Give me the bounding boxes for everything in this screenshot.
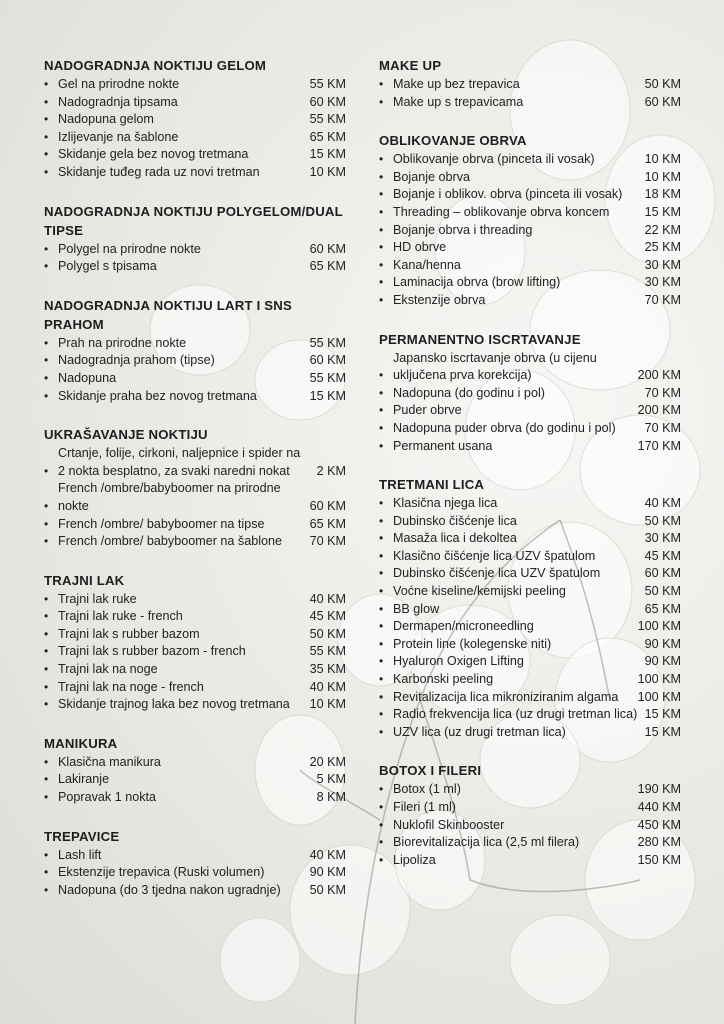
service-price: 50 KM	[309, 882, 346, 897]
service-price: 22 KM	[644, 222, 681, 237]
price-list-item	[379, 239, 681, 257]
section-ukrasavanje-noktiju	[44, 425, 346, 551]
bullet-icon: •	[379, 496, 384, 511]
price-list-item	[44, 789, 346, 807]
service-price: 50 KM	[309, 626, 346, 641]
service-price: 150 KM	[637, 852, 681, 867]
service-name: Trajni lak s rubber bazom - french	[58, 644, 246, 659]
section-nadogradnja-noktiju-gelom	[44, 56, 346, 182]
service-name: Nadogradnja prahom (tipse)	[58, 353, 215, 368]
section-trepavice	[44, 827, 346, 900]
service-price: 90 KM	[644, 636, 681, 651]
bullet-icon: •	[44, 609, 49, 624]
bullet-icon: •	[379, 654, 384, 669]
bullet-icon: •	[379, 513, 384, 528]
price-list-item	[379, 76, 681, 94]
price-list-item	[44, 164, 346, 182]
service-name: UZV lica (uz drugi tretman lica)	[393, 724, 566, 739]
price-list-item	[44, 696, 346, 714]
price-list-item	[44, 679, 346, 697]
price-list-item	[379, 583, 681, 601]
service-name: Nadogradnja tipsama	[58, 94, 178, 109]
bullet-icon: •	[379, 800, 384, 814]
service-price: 55 KM	[309, 112, 346, 127]
service-price: 70 KM	[644, 385, 681, 400]
bullet-icon: •	[44, 591, 49, 606]
section-title: MANIKURA	[44, 735, 118, 751]
bullet-icon: •	[379, 292, 384, 307]
bullet-icon: •	[379, 636, 384, 651]
price-list-item	[379, 257, 681, 275]
section-title: TREPAVICE	[44, 828, 120, 844]
service-name: Gel na prirodne nokte	[58, 77, 180, 91]
bullet-icon: •	[379, 601, 384, 616]
bullet-icon: •	[44, 498, 49, 513]
service-name: Lakiranje	[58, 772, 110, 787]
price-list-item	[44, 754, 346, 772]
service-price: 70 KM	[309, 534, 346, 549]
service-name: Trajni lak na noge - french	[58, 679, 204, 694]
bullet-icon: •	[44, 112, 49, 127]
price-list-item	[44, 626, 346, 644]
price-list-item	[44, 388, 346, 406]
bullet-icon: •	[379, 689, 384, 704]
service-name: HD obrve	[393, 240, 447, 255]
bullet-icon: •	[379, 403, 384, 418]
service-price: 100 KM	[637, 689, 681, 704]
bullet-icon: •	[44, 754, 49, 769]
price-list-item	[44, 445, 346, 480]
section-botox-i-fileri	[379, 761, 681, 869]
price-list-item	[44, 847, 346, 865]
service-price: 15 KM	[644, 707, 681, 722]
bullet-icon: •	[379, 169, 384, 184]
bullet-icon: •	[379, 438, 384, 453]
service-name: Skidanje gela bez novog tretmana	[58, 147, 249, 162]
service-name: Puder obrve	[393, 403, 462, 418]
bullet-icon: •	[44, 370, 49, 385]
service-price: 40 KM	[309, 847, 346, 862]
service-price: 60 KM	[309, 94, 346, 109]
service-name: Izlijevanje na šablone	[58, 129, 179, 144]
service-price: 55 KM	[309, 370, 346, 385]
bullet-icon: •	[44, 882, 49, 897]
price-list-item	[379, 671, 681, 689]
price-list-item	[379, 420, 681, 438]
service-name: Dubinsko čišćenje lica	[393, 513, 517, 528]
bullet-icon: •	[44, 865, 49, 880]
service-price: 55 KM	[309, 644, 346, 659]
service-name: Bojanje obrva i threading	[393, 222, 533, 237]
bullet-icon: •	[44, 516, 49, 531]
price-list-item	[379, 169, 681, 187]
section-title: UKRAŠAVANJE NOKTIJU	[44, 427, 208, 443]
service-price: 2 KM	[316, 463, 346, 478]
price-list-item	[379, 402, 681, 420]
service-price: 40 KM	[309, 591, 346, 606]
service-price: 30 KM	[644, 275, 681, 290]
bullet-icon: •	[379, 835, 384, 850]
service-name: Polygel na prirodne nokte	[58, 241, 201, 256]
service-name: Bojanje obrva	[393, 169, 471, 184]
bullet-icon: •	[44, 772, 49, 787]
service-name: Laminacija obrva (brow lifting)	[393, 275, 561, 290]
price-list-item	[379, 204, 681, 222]
bullet-icon: •	[44, 626, 49, 641]
service-name: Nuklofil Skinbooster	[393, 817, 505, 832]
price-list-item	[379, 852, 681, 870]
service-name: French /ombre/babyboomer na prirodne nokte	[58, 481, 281, 513]
price-list-item	[44, 370, 346, 388]
service-name: Nadopuna (do 3 tjedna nakon ugradnje)	[58, 882, 281, 897]
bullet-icon: •	[44, 463, 49, 478]
bullet-icon: •	[379, 240, 384, 255]
bullet-icon: •	[379, 94, 384, 109]
price-list-item	[379, 565, 681, 583]
service-name: French /ombre/ babyboomer na tipse	[58, 516, 265, 531]
bullet-icon: •	[379, 222, 384, 237]
service-price: 15 KM	[644, 724, 681, 739]
service-name: Masaža lica i dekoltea	[393, 531, 517, 546]
service-name: Nadopuna puder obrva (do godinu i pol)	[393, 420, 616, 435]
service-price: 60 KM	[309, 498, 346, 513]
service-name: Prah na prirodne nokte	[58, 335, 187, 350]
bullet-icon: •	[379, 782, 384, 797]
price-list-item	[379, 530, 681, 548]
service-price: 65 KM	[309, 259, 346, 274]
service-price: 100 KM	[637, 672, 681, 687]
service-price: 60 KM	[644, 566, 681, 581]
price-list-item	[44, 129, 346, 147]
service-price: 200 KM	[637, 403, 681, 418]
price-list-item	[379, 618, 681, 636]
service-price: 15 KM	[309, 147, 346, 162]
bullet-icon: •	[379, 548, 384, 563]
price-list-item	[44, 146, 346, 164]
price-list-item	[44, 643, 346, 661]
service-name: Make up s trepavicama	[393, 94, 524, 109]
section-title: OBLIKOVANJE OBRVA	[379, 133, 527, 149]
bullet-icon: •	[379, 852, 384, 867]
section-title: NADOGRADNJA NOKTIJU GELOM	[44, 58, 267, 73]
service-name: Permanent usana	[393, 438, 493, 453]
service-name: Popravak 1 nokta	[58, 790, 157, 805]
bullet-icon: •	[379, 707, 384, 722]
bullet-icon: •	[44, 679, 49, 694]
service-name: Lash lift	[58, 847, 102, 862]
bullet-icon: •	[44, 147, 49, 162]
service-price: 50 KM	[644, 77, 681, 91]
bullet-icon: •	[379, 368, 384, 383]
price-list-item	[379, 636, 681, 654]
service-name: Revitalizacija lica mikroniziranim algama	[393, 689, 619, 704]
price-list-item	[379, 94, 681, 112]
service-price: 100 KM	[637, 619, 681, 634]
service-price: 50 KM	[644, 513, 681, 528]
service-price: 30 KM	[644, 531, 681, 546]
service-price: 10 KM	[644, 152, 681, 167]
bullet-icon: •	[44, 534, 49, 549]
price-list-item	[379, 601, 681, 619]
service-price: 70 KM	[644, 420, 681, 435]
section-permanentno-iscrtavanje	[379, 330, 681, 456]
service-price: 10 KM	[644, 169, 681, 184]
service-name: Karbonski peeling	[393, 672, 494, 687]
service-price: 40 KM	[309, 679, 346, 694]
price-list-item	[44, 258, 346, 276]
bullet-icon: •	[44, 94, 49, 109]
bullet-icon: •	[44, 697, 49, 712]
service-name: Kana/henna	[393, 257, 461, 272]
service-name: Klasična manikura	[58, 754, 161, 769]
bullet-icon: •	[44, 335, 49, 350]
price-list-item	[379, 834, 681, 852]
service-name: Biorevitalizacija lica (2,5 ml filera)	[393, 835, 580, 850]
service-price: 55 KM	[309, 335, 346, 350]
service-price: 8 KM	[316, 790, 346, 805]
service-price: 10 KM	[309, 697, 346, 712]
service-price: 190 KM	[637, 782, 681, 797]
service-name: Make up bez trepavica	[393, 77, 520, 91]
service-price: 15 KM	[644, 204, 681, 219]
bullet-icon: •	[379, 672, 384, 687]
bullet-icon: •	[44, 77, 49, 91]
price-list-item	[44, 516, 346, 534]
service-price: 5 KM	[316, 772, 346, 787]
price-list-item	[44, 241, 346, 259]
service-price: 45 KM	[309, 609, 346, 624]
bullet-icon: •	[44, 388, 49, 403]
bullet-icon: •	[379, 152, 384, 167]
service-name: Skidanje trajnog laka bez novog tretmana	[58, 697, 290, 712]
price-list-item	[44, 335, 346, 353]
price-list-item	[44, 94, 346, 112]
service-name: Polygel s tpisama	[58, 259, 157, 274]
price-list-item	[379, 548, 681, 566]
bullet-icon: •	[379, 817, 384, 832]
bullet-icon: •	[379, 531, 384, 546]
service-price: 60 KM	[309, 241, 346, 256]
service-name: Voćne kiseline/kemijski peeling	[393, 584, 566, 599]
service-price: 20 KM	[309, 754, 346, 769]
bullet-icon: •	[379, 724, 384, 739]
bullet-icon: •	[379, 204, 384, 219]
section-oblikovanje-obrva	[379, 131, 681, 309]
service-name: Bojanje i oblikov. obrva (pinceta ili vosak)	[393, 187, 623, 202]
service-name: Trajni lak ruke - french	[58, 609, 183, 624]
bullet-icon: •	[44, 241, 49, 256]
service-price: 200 KM	[637, 368, 681, 383]
price-list-item	[44, 608, 346, 626]
section-nadogradnja-noktiju-lart-i-sns-prahom	[44, 296, 346, 405]
service-name: Threading – oblikovanje obrva koncem	[393, 204, 610, 219]
bullet-icon: •	[379, 257, 384, 272]
section-title: MAKE UP	[379, 58, 442, 73]
service-name: Fileri (1 ml)	[393, 800, 456, 814]
service-name: Protein line (kolegenske niti)	[393, 636, 552, 651]
service-name: Ekstenzije obrva	[393, 292, 486, 307]
service-price: 280 KM	[637, 835, 681, 850]
price-list-item	[44, 76, 346, 94]
bullet-icon: •	[379, 385, 384, 400]
price-list-item	[379, 385, 681, 403]
service-name: Hyaluron Oxigen Lifting	[393, 654, 524, 669]
service-price: 55 KM	[309, 77, 346, 91]
bullet-icon: •	[44, 129, 49, 144]
section-title: PERMANENTNO ISCRTAVANJE	[379, 331, 581, 347]
service-price: 65 KM	[644, 601, 681, 616]
price-list-item	[44, 771, 346, 789]
service-price: 45 KM	[644, 548, 681, 563]
service-name: Nadopuna gelom	[58, 112, 154, 127]
service-name: Botox (1 ml)	[393, 782, 461, 797]
price-list-item	[379, 817, 681, 835]
section-title: BOTOX I FILERI	[379, 763, 482, 779]
service-price: 440 KM	[637, 800, 681, 814]
service-price: 65 KM	[309, 516, 346, 531]
price-list-item	[379, 689, 681, 707]
service-price: 170 KM	[637, 438, 681, 453]
section-title: TRETMANI LICA	[379, 477, 485, 493]
section-tretmani-lica	[379, 475, 681, 741]
bullet-icon: •	[379, 77, 384, 91]
service-price: 25 KM	[644, 240, 681, 255]
price-list-item	[379, 274, 681, 292]
service-name: Klasična njega lica	[393, 496, 498, 511]
service-name: BB glow	[393, 601, 440, 616]
price-list-item	[44, 591, 346, 609]
service-name: Dubinsko čišćenje lica UZV špatulom	[393, 566, 601, 581]
bullet-icon: •	[379, 566, 384, 581]
price-list-item	[379, 292, 681, 310]
price-list-item	[379, 799, 681, 817]
service-price: 450 KM	[637, 817, 681, 832]
service-name: Trajni lak na noge	[58, 662, 158, 677]
price-list-item	[379, 151, 681, 169]
service-name: Ekstenzije trepavica (Ruski volumen)	[58, 865, 265, 880]
service-price: 90 KM	[309, 865, 346, 880]
service-name: Trajni lak s rubber bazom	[58, 626, 200, 641]
bullet-icon: •	[379, 275, 384, 290]
price-list-item	[44, 352, 346, 370]
bullet-icon: •	[44, 662, 49, 677]
bullet-icon: •	[379, 187, 384, 202]
bullet-icon: •	[44, 644, 49, 659]
bullet-icon: •	[44, 353, 49, 368]
service-price: 90 KM	[644, 654, 681, 669]
bullet-icon: •	[44, 164, 49, 179]
price-list-item	[379, 186, 681, 204]
service-price: 70 KM	[644, 292, 681, 307]
service-name: Dermapen/microneedling	[393, 619, 534, 634]
price-list-item	[379, 706, 681, 724]
service-name: Lipoliza	[393, 852, 436, 867]
service-name: Japansko iscrtavanje obrva (u cijenu uključena prva korekcija)	[393, 350, 597, 383]
price-list-item	[379, 513, 681, 531]
service-name: Radio frekvencija lica (uz drugi tretman lica)	[393, 707, 638, 722]
price-list-item	[379, 222, 681, 240]
section-title: NADOGRADNJA NOKTIJU LART I SNS PRAHOM	[44, 297, 293, 332]
price-list-item	[379, 724, 681, 742]
price-list-item	[379, 350, 681, 385]
price-list-item	[44, 111, 346, 129]
bullet-icon: •	[44, 847, 49, 862]
service-name: Skidanje tuđeg rada uz novi tretman	[58, 164, 260, 179]
section-nadogradnja-noktiju-polygelom-dual-tipse	[44, 202, 346, 276]
service-name: Oblikovanje obrva (pinceta ili vosak)	[393, 152, 595, 167]
section-make-up	[379, 56, 681, 111]
price-list-item	[44, 661, 346, 679]
price-list-item	[379, 495, 681, 513]
price-list-item	[379, 653, 681, 671]
section-title: TRAJNI LAK	[44, 572, 125, 588]
service-price: 18 KM	[644, 187, 681, 202]
bullet-icon: •	[44, 790, 49, 805]
right-column	[379, 56, 681, 889]
service-name: French /ombre/ babyboomer na šablone	[58, 534, 283, 549]
price-list-item	[379, 438, 681, 456]
bullet-icon: •	[379, 584, 384, 599]
service-name: Klasično čišćenje lica UZV špatulom	[393, 548, 596, 563]
service-price: 65 KM	[309, 129, 346, 144]
bullet-icon: •	[379, 619, 384, 634]
section-trajni-lak	[44, 571, 346, 714]
bullet-icon: •	[379, 420, 384, 435]
service-price: 60 KM	[644, 94, 681, 109]
service-price: 35 KM	[309, 662, 346, 677]
service-name: Nadopuna	[58, 370, 117, 385]
section-title: NADOGRADNJA NOKTIJU POLYGELOM/DUAL TIPSE	[44, 203, 343, 238]
service-price: 15 KM	[309, 388, 346, 403]
price-list-item	[44, 533, 346, 551]
service-price: 40 KM	[644, 496, 681, 511]
left-column	[44, 56, 346, 919]
service-name: Crtanje, folije, cirkoni, naljepnice i spider na 2 nokta besplatno, za svaki naredni nokat	[58, 446, 301, 478]
service-price: 30 KM	[644, 257, 681, 272]
section-manikura	[44, 734, 346, 807]
price-list-item	[44, 864, 346, 882]
price-list-item	[44, 882, 346, 900]
service-name: Skidanje praha bez novog tretmana	[58, 388, 257, 403]
service-name: Nadopuna (do godinu i pol)	[393, 385, 545, 400]
service-price: 10 KM	[309, 164, 346, 179]
service-name: Trajni lak ruke	[58, 591, 137, 606]
price-list-item	[44, 480, 346, 515]
price-list-item	[379, 781, 681, 799]
bullet-icon: •	[44, 259, 49, 274]
service-price: 50 KM	[644, 584, 681, 599]
service-price: 60 KM	[309, 353, 346, 368]
